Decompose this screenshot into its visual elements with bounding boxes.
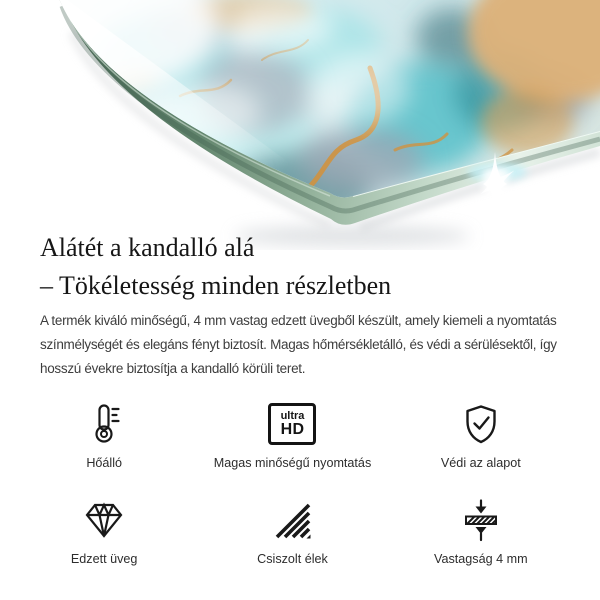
feature-label: Edzett üveg — [70, 552, 138, 566]
thermometer-icon — [82, 401, 126, 447]
feature-thickness — [387, 497, 575, 567]
thickness-icon — [459, 497, 503, 543]
feature-tempered-glass — [10, 497, 198, 567]
ultra-hd-icon — [268, 401, 316, 447]
product-description — [40, 309, 596, 381]
feature-label: Védi az alapot — [440, 456, 521, 470]
shield-check-icon — [459, 401, 503, 447]
feature-label: Vastagság 4 mm — [434, 552, 528, 566]
features-grid — [10, 401, 575, 567]
polished-edges-icon — [270, 497, 314, 543]
page-title-line1: Alátét a kandalló alá — [40, 233, 255, 262]
feature-heat-resistant — [10, 401, 198, 471]
ultra-hd-icon-text-top: ultra — [280, 409, 305, 422]
diamond-icon — [82, 497, 126, 543]
feature-protects-base — [387, 401, 575, 471]
feature-label: Csiszolt élek — [257, 552, 328, 566]
page-title-line2: – Tökéletesség minden részletben — [40, 271, 392, 300]
ultra-hd-icon-text-bottom: HD — [280, 420, 305, 438]
feature-polished-edges — [198, 497, 386, 567]
feature-hd-print — [198, 401, 386, 471]
feature-label: Hőálló — [86, 456, 123, 470]
description-line: hosszú évekre biztosítja a kandalló körüli teret. — [40, 361, 306, 376]
feature-label: Magas minőségű nyomtatás — [213, 456, 372, 470]
product-image — [0, 0, 600, 250]
description-line: A termék kiváló minőségű, 4 mm vastag edzett üvegből készült, amely kiemeli a nyomtatás — [40, 313, 557, 328]
description-line: színmélységét és elegáns fényt biztosít. Magas hőmérsékletálló, és védi a sérülésektől, így — [40, 337, 557, 352]
page-title — [40, 229, 391, 305]
